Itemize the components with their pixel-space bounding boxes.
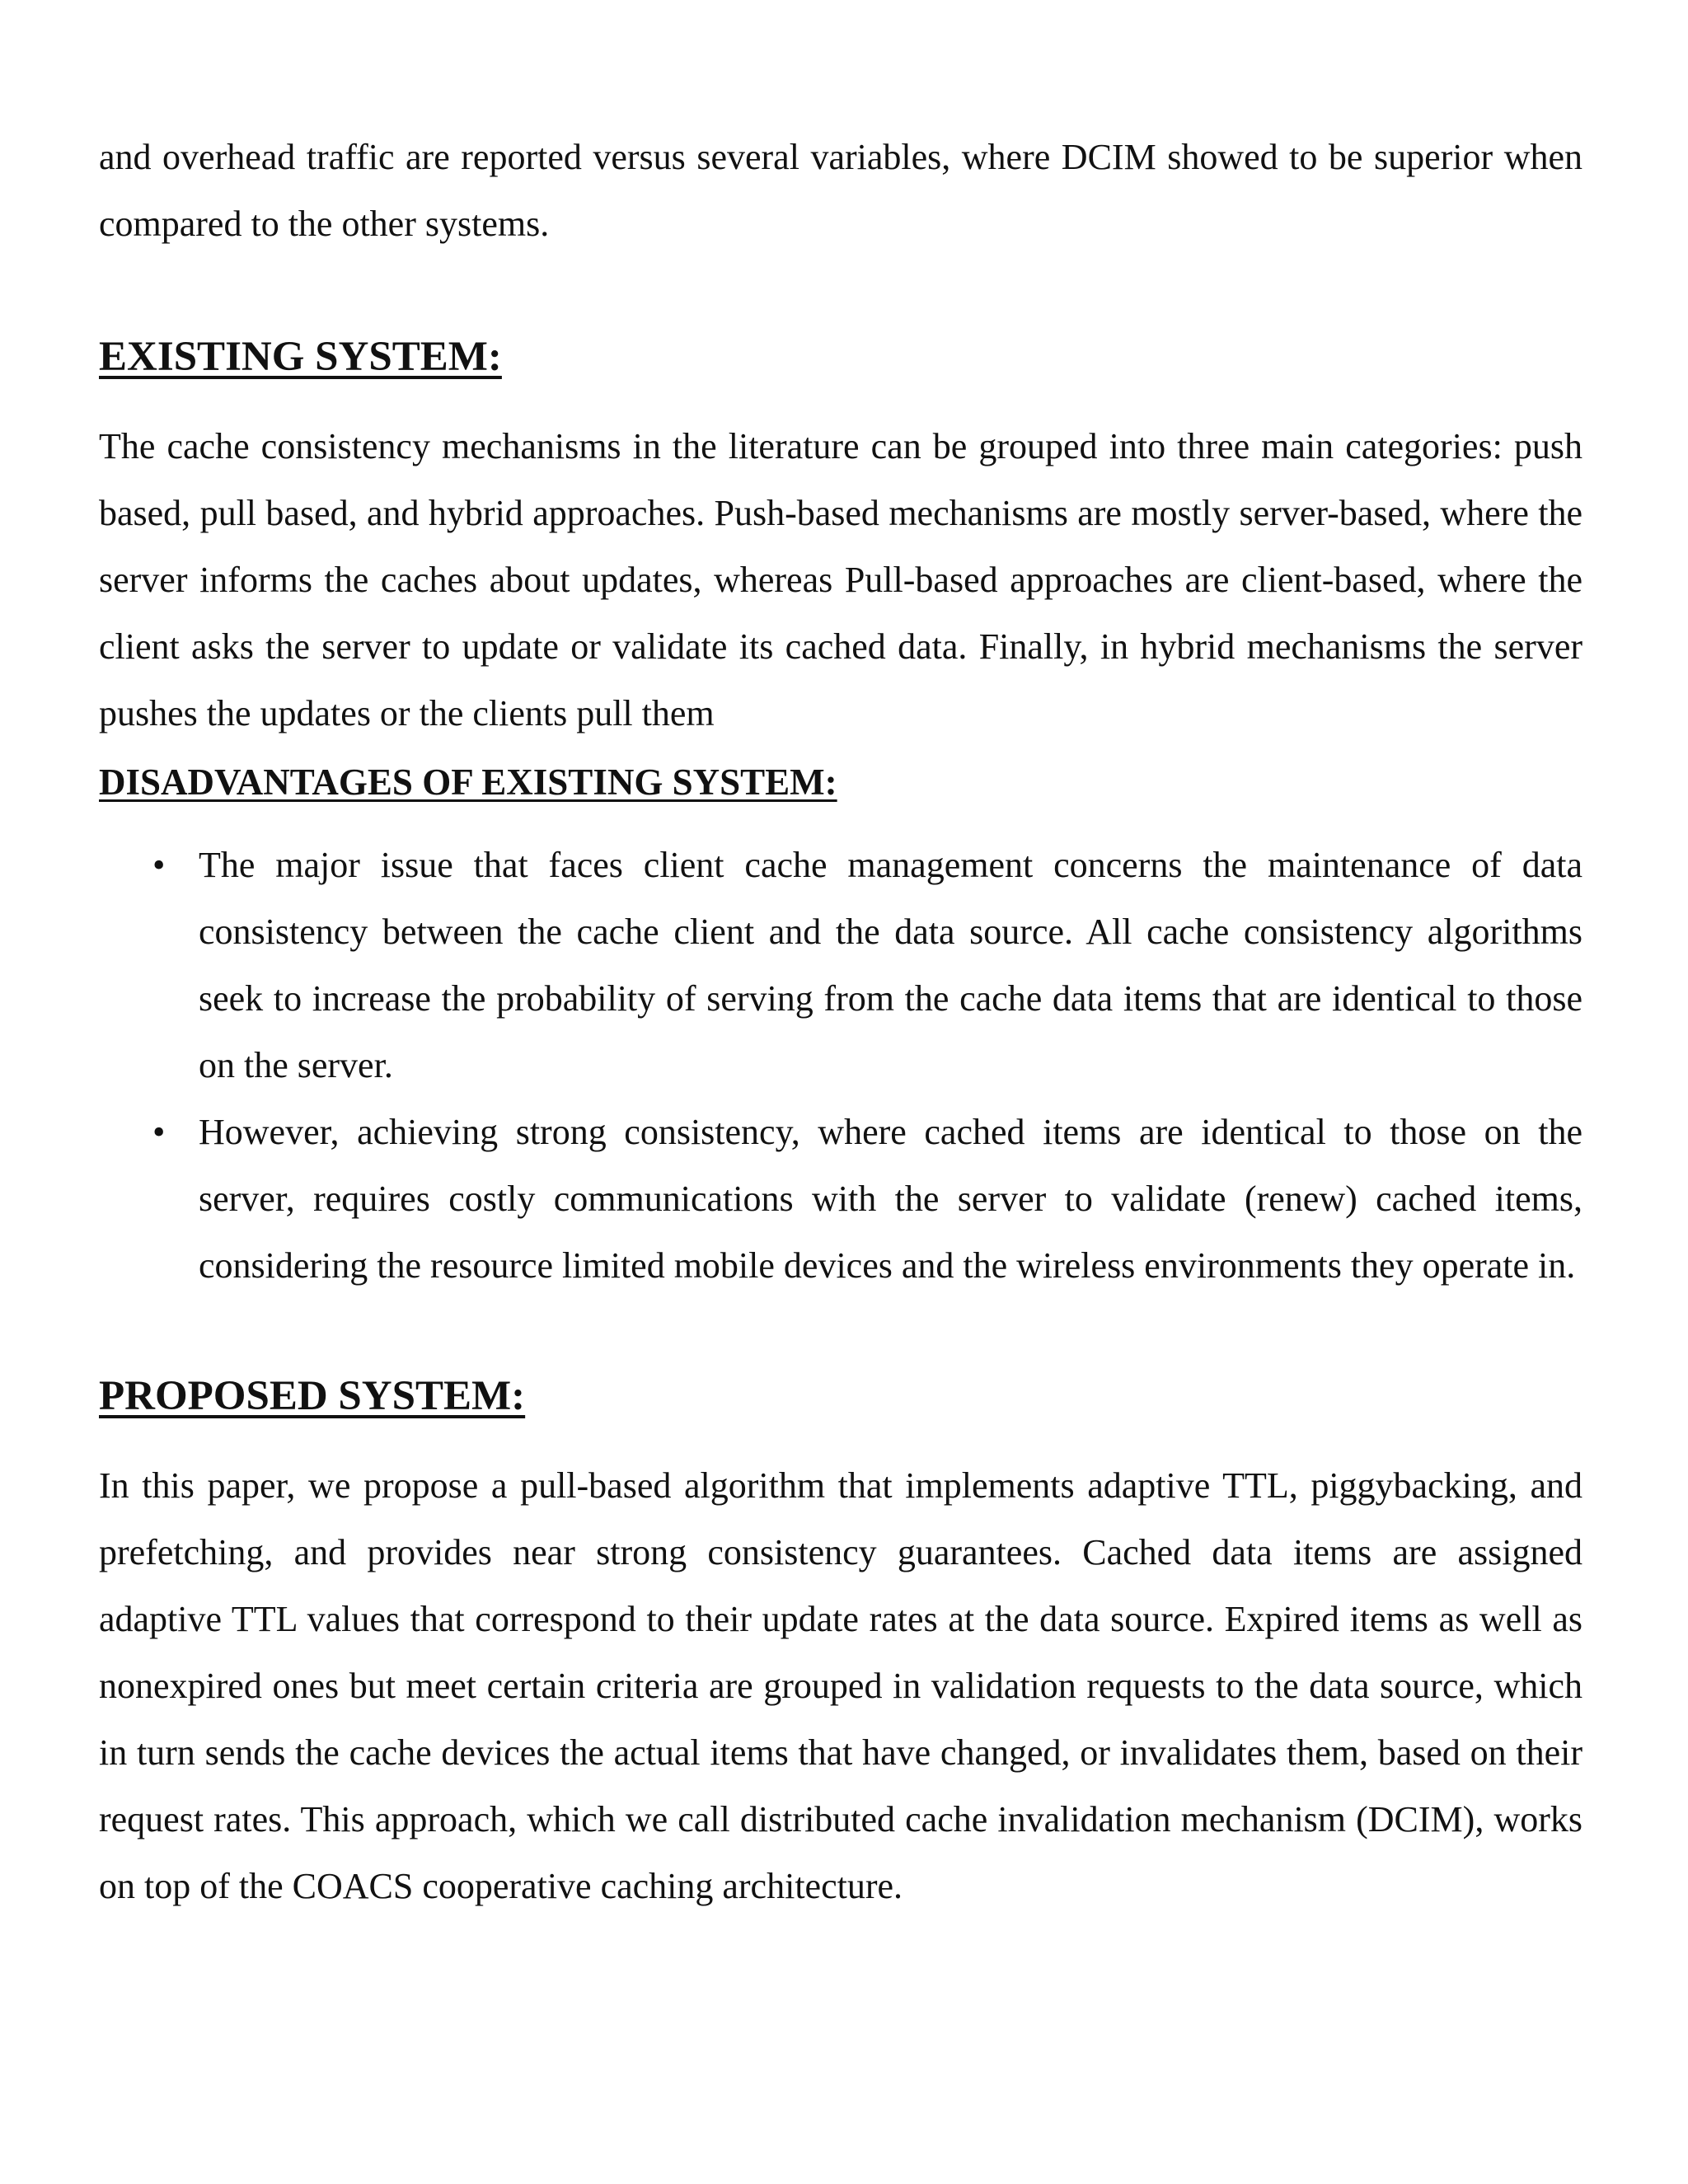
proposed-system-paragraph: In this paper, we propose a pull-based algorithm that implements adaptive TTL, piggybacking, and prefetching, and provides near strong consistency guarantees. Cached data items are assigned adaptive TTL values that correspond to their update rates at the data source. Expired items as well as nonexpired ones but meet certain criteria are grouped in validation requests to the data source, which in turn sends the cache devices the actual items that have changed, or invalidates them, based on their request rates. This approach, which we call distributed cache invalidation mechanism (DCIM), works on top of the COACS cooperative caching architecture. (99, 1465, 1582, 1906)
existing-system-paragraph: The cache consistency mechanisms in the literature can be grouped into three main categories: push based, pull based, and hybrid approaches. Push-based mechanisms are mostly server-based, where the server informs the caches about updates, whereas Pull-based approaches are client-based, where the client asks the server to update or validate its cached data. Finally, in hybrid mechanisms the server pushes the updates or the clients pull them (99, 426, 1582, 733)
intro-paragraph: and overhead traffic are reported versus several variables, where DCIM showed to be superior when compared to the other systems. (99, 137, 1582, 244)
list-item (99, 832, 1582, 1099)
disadvantages-list (99, 832, 1582, 1299)
list-item (99, 1099, 1582, 1299)
bullet-icon: • (152, 845, 166, 885)
proposed-system-heading: PROPOSED SYSTEM: (99, 1373, 526, 1419)
list-item-text: The major issue that faces client cache management concerns the maintenance of data consistency between the cache client and the data source. All cache consistency algorithms seek to increase the probability of serving from the cache data items that are identical to those on the server. (199, 845, 1582, 1085)
document-page (99, 124, 1582, 1919)
disadvantages-heading: DISADVANTAGES OF EXISTING SYSTEM: (99, 762, 837, 803)
bullet-icon: • (152, 1112, 166, 1152)
existing-system-heading: EXISTING SYSTEM: (99, 334, 502, 380)
list-item-text: However, achieving strong consistency, where cached items are identical to those on the server, requires costly communications with the server to validate (renew) cached items, considering the resource limited mobile devices and the wireless environments they operate in. (199, 1112, 1582, 1286)
